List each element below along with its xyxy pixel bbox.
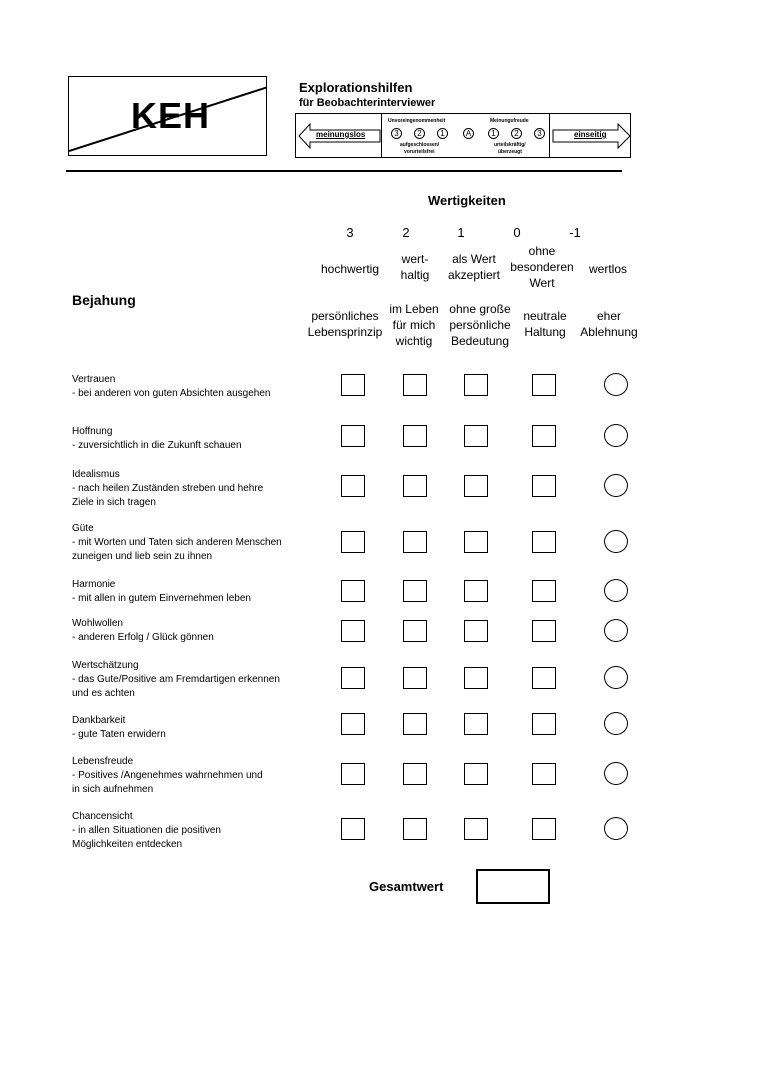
- row-desc: - zuversichtlich in die Zukunft schauen: [72, 440, 242, 451]
- value-radio-circle[interactable]: [604, 530, 628, 553]
- opinion-scale: [295, 113, 631, 158]
- row-desc: - Positives /Angenehmes wahrnehmen und in sich aufnehmen: [72, 770, 263, 795]
- row-name: Harmonie: [72, 579, 116, 590]
- logo-box: [68, 76, 267, 156]
- value-radio-circle[interactable]: [604, 712, 628, 735]
- header-rule: [66, 170, 622, 172]
- row-desc: - mit allen in gutem Einvernehmen leben: [72, 593, 251, 604]
- total-label: Gesamtwert: [369, 879, 444, 894]
- row-desc: - in allen Situationen die positiven Möglichkeiten entdecken: [72, 825, 221, 850]
- value-checkbox[interactable]: [464, 713, 488, 735]
- row-desc: - nach heilen Zuständen streben und hehre Ziele in sich tragen: [72, 483, 264, 508]
- table-row: [72, 578, 312, 606]
- value-checkbox[interactable]: [341, 763, 365, 785]
- row-desc: - das Gute/Positive am Fremdartigen erkennen und es achten: [72, 674, 280, 699]
- row-desc: - gute Taten erwidern: [72, 729, 166, 740]
- row-desc: - mit Worten und Taten sich anderen Menschen zuneigen und lieb sein zu ihnen: [72, 537, 282, 562]
- column-label-bottom: persönliches Lebensprinzip: [307, 309, 383, 339]
- scale-bottom-right-2: überzeugt: [498, 149, 522, 155]
- row-name: Wertschätzung: [72, 660, 139, 671]
- scale-bottom-right-1: urteilskräftig/: [494, 142, 526, 148]
- row-desc: - bei anderen von guten Absichten ausgehen: [72, 388, 271, 399]
- value-checkbox[interactable]: [532, 763, 556, 785]
- value-checkbox[interactable]: [464, 531, 488, 553]
- header-title: Explorationshilfen: [299, 80, 413, 95]
- scale-bottom-left-2: vorurteilsfrei: [404, 149, 435, 155]
- total-input-box[interactable]: [476, 869, 550, 904]
- row-name: Idealismus: [72, 469, 120, 480]
- value-checkbox[interactable]: [403, 620, 427, 642]
- value-checkbox[interactable]: [403, 763, 427, 785]
- value-checkbox[interactable]: [464, 580, 488, 602]
- scale-circle: 2: [414, 128, 425, 139]
- scale-circle: A: [463, 128, 474, 139]
- value-checkbox[interactable]: [532, 713, 556, 735]
- column-value: 1: [457, 225, 465, 240]
- value-checkbox[interactable]: [341, 580, 365, 602]
- value-checkbox[interactable]: [403, 580, 427, 602]
- row-name: Hoffnung: [72, 426, 113, 437]
- scale-top-left: Unvoreingenommenheit: [388, 118, 446, 124]
- value-checkbox[interactable]: [532, 374, 556, 396]
- value-checkbox[interactable]: [464, 818, 488, 840]
- column-label-top: wertlos: [588, 262, 627, 276]
- table-row: [72, 810, 312, 852]
- value-checkbox[interactable]: [532, 475, 556, 497]
- scale-top-right: Meinungsfreude: [490, 118, 529, 124]
- value-checkbox[interactable]: [403, 713, 427, 735]
- scale-circle: 1: [437, 128, 448, 139]
- value-checkbox[interactable]: [341, 620, 365, 642]
- column-label-bottom: eher Ablehnung: [580, 309, 638, 339]
- scale-divider-right: [549, 114, 550, 157]
- column-label-top: als Wert akzeptiert: [447, 252, 501, 282]
- table-row: [72, 425, 312, 453]
- value-radio-circle[interactable]: [604, 424, 628, 447]
- scale-circle: 1: [488, 128, 499, 139]
- row-name: Wohlwollen: [72, 618, 123, 629]
- row-name: Vertrauen: [72, 374, 116, 385]
- scale-bottom-left-1: aufgeschlossen/: [400, 142, 440, 148]
- right-arrow-label: einseitig: [574, 130, 607, 139]
- value-checkbox[interactable]: [341, 713, 365, 735]
- value-radio-circle[interactable]: [604, 762, 628, 785]
- value-checkbox[interactable]: [464, 763, 488, 785]
- value-checkbox[interactable]: [341, 475, 365, 497]
- column-label-bottom: ohne große persönliche Bedeutung: [449, 302, 511, 348]
- value-radio-circle[interactable]: [604, 817, 628, 840]
- value-checkbox[interactable]: [341, 818, 365, 840]
- value-checkbox[interactable]: [532, 620, 556, 642]
- table-row: [72, 468, 312, 510]
- value-checkbox[interactable]: [341, 667, 365, 689]
- scale-circle: 2: [511, 128, 522, 139]
- scale-circle: 3: [534, 128, 545, 139]
- value-radio-circle[interactable]: [604, 579, 628, 602]
- row-name: Lebensfreude: [72, 756, 134, 767]
- scale-circle: 3: [391, 128, 402, 139]
- value-checkbox[interactable]: [403, 531, 427, 553]
- column-value: 3: [346, 225, 354, 240]
- value-checkbox[interactable]: [403, 475, 427, 497]
- column-label-bottom: neutrale Haltung: [523, 309, 567, 339]
- row-name: Chancensicht: [72, 811, 133, 822]
- column-value: -1: [569, 225, 581, 240]
- value-checkbox[interactable]: [464, 620, 488, 642]
- value-checkbox[interactable]: [403, 425, 427, 447]
- table-row: [72, 522, 308, 564]
- value-checkbox[interactable]: [464, 667, 488, 689]
- value-radio-circle[interactable]: [604, 666, 628, 689]
- value-checkbox[interactable]: [532, 580, 556, 602]
- value-checkbox[interactable]: [341, 425, 365, 447]
- value-checkbox[interactable]: [532, 425, 556, 447]
- values-title: Wertigkeiten: [428, 193, 506, 208]
- scale-divider-left: [381, 114, 382, 157]
- value-checkbox[interactable]: [403, 374, 427, 396]
- value-checkbox[interactable]: [464, 374, 488, 396]
- table-row: [72, 373, 312, 401]
- section-heading: Bejahung: [72, 292, 136, 308]
- value-checkbox[interactable]: [341, 531, 365, 553]
- column-label-top: wert- haltig: [400, 252, 430, 282]
- column-value: 0: [513, 225, 521, 240]
- value-radio-circle[interactable]: [604, 619, 628, 642]
- column-label-top: ohne besonderen Wert: [510, 244, 574, 290]
- column-label-top: hochwertig: [320, 262, 380, 276]
- table-row: [72, 714, 312, 742]
- value-checkbox[interactable]: [464, 425, 488, 447]
- value-checkbox[interactable]: [532, 667, 556, 689]
- table-row: [72, 617, 312, 645]
- value-checkbox[interactable]: [341, 374, 365, 396]
- logo-text: KEH: [131, 95, 211, 136]
- value-radio-circle[interactable]: [604, 373, 628, 396]
- table-row: [72, 755, 312, 797]
- value-radio-circle[interactable]: [604, 474, 628, 497]
- column-value: 2: [402, 225, 410, 240]
- row-name: Dankbarkeit: [72, 715, 126, 726]
- value-checkbox[interactable]: [403, 818, 427, 840]
- table-row: [72, 659, 312, 701]
- row-desc: - anderen Erfolg / Glück gönnen: [72, 632, 214, 643]
- header-subtitle: für Beobachterinterviewer: [299, 97, 436, 109]
- row-name: Güte: [72, 523, 94, 534]
- value-checkbox[interactable]: [403, 667, 427, 689]
- value-checkbox[interactable]: [532, 531, 556, 553]
- value-checkbox[interactable]: [532, 818, 556, 840]
- value-checkbox[interactable]: [464, 475, 488, 497]
- left-arrow-label: meinungslos: [316, 130, 366, 139]
- column-label-bottom: im Leben für mich wichtig: [389, 302, 439, 348]
